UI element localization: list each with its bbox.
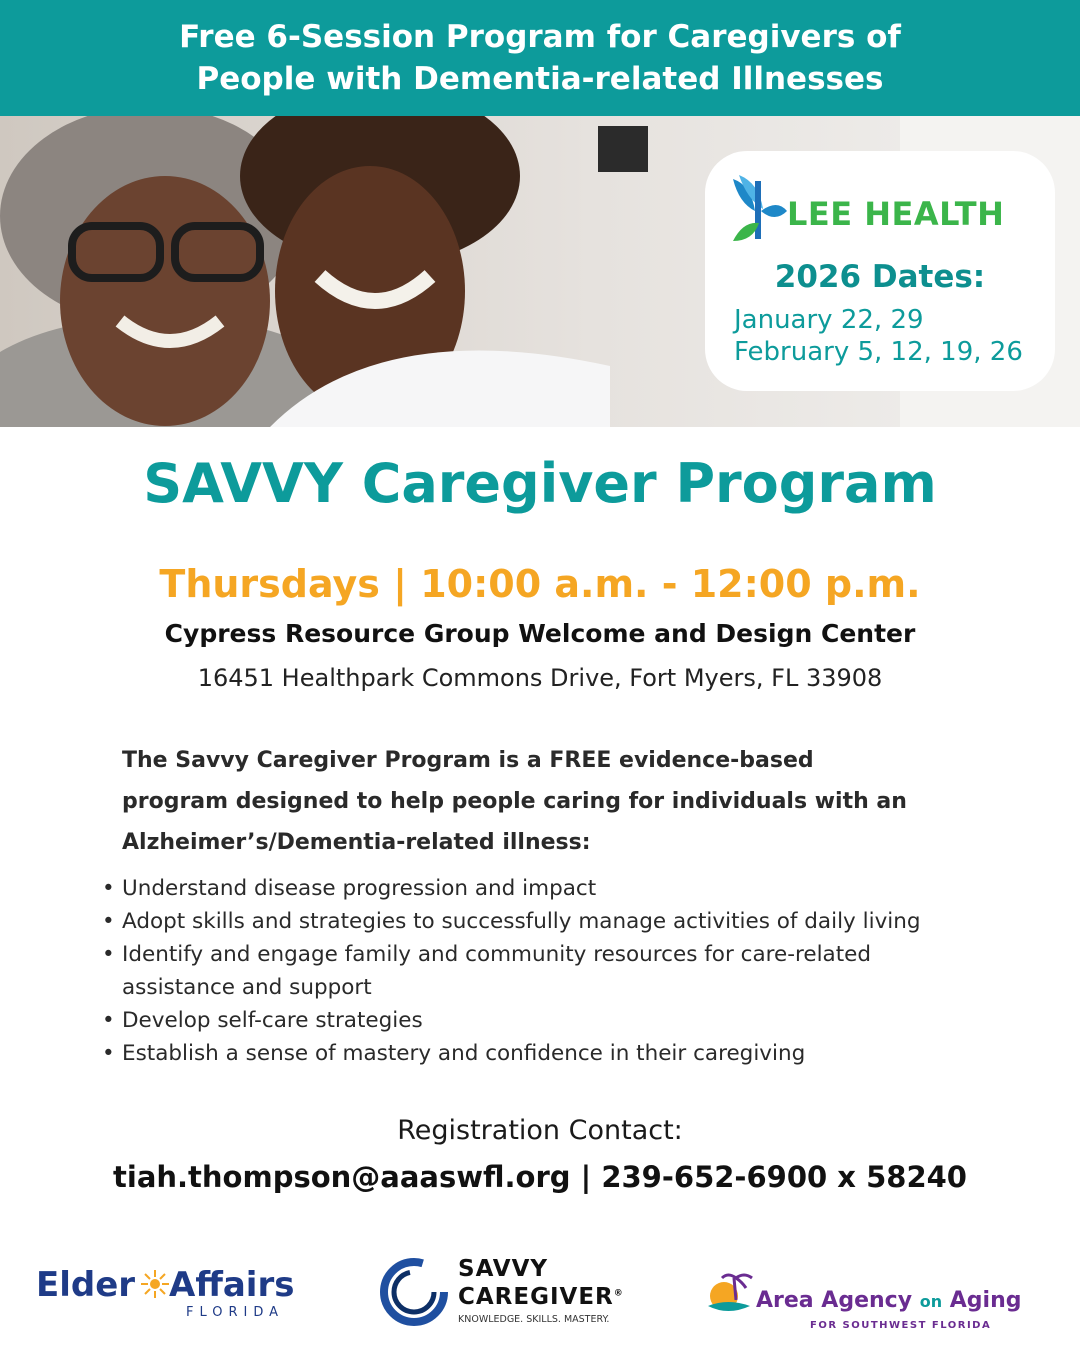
list-item-text: Establish a sense of mastery and confidence in their caregiving bbox=[122, 1041, 806, 1066]
elder-affairs-word-2: Affairs bbox=[169, 1265, 295, 1305]
elder-affairs-sub: FLORIDA bbox=[186, 1305, 285, 1320]
dates-title: 2026 Dates: bbox=[774, 259, 986, 295]
list-item bbox=[102, 938, 1032, 971]
list-item-text: assistance and support bbox=[122, 975, 372, 1000]
savvy-word-1: SAVVY bbox=[458, 1256, 549, 1282]
elder-affairs-word-1: Elder bbox=[36, 1265, 136, 1305]
benefits-list bbox=[102, 872, 1032, 1070]
area-agency-logo bbox=[700, 1270, 1060, 1336]
area-agency-part-1: Area Agency bbox=[756, 1288, 913, 1313]
banner-line-2: People with Dementia-related Illnesses bbox=[196, 61, 884, 97]
program-venue: Cypress Resource Group Welcome and Design Center bbox=[164, 619, 916, 648]
bullet-icon: • bbox=[102, 1008, 115, 1033]
bullet-icon: • bbox=[102, 942, 115, 967]
list-item-text: Adopt skills and strategies to successfully manage activities of daily living bbox=[122, 909, 921, 934]
savvy-word-2 bbox=[458, 1284, 624, 1310]
program-schedule: Thursdays | 10:00 a.m. - 12:00 p.m. bbox=[159, 562, 921, 606]
list-item bbox=[102, 1004, 1032, 1037]
sun-icon bbox=[140, 1269, 170, 1299]
savvy-word-2-text: CAREGIVER bbox=[458, 1284, 614, 1310]
bullet-icon: • bbox=[102, 1041, 115, 1066]
top-banner bbox=[0, 0, 1080, 116]
registration-contact[interactable]: tiah.thompson@aaaswfl.org | 239-652-6900 x 58240 bbox=[113, 1160, 967, 1194]
lee-health-logo-text: LEE HEALTH bbox=[787, 195, 1005, 233]
list-item bbox=[102, 905, 1032, 938]
program-description bbox=[122, 740, 962, 863]
registered-mark: ® bbox=[613, 1288, 624, 1299]
savvy-ring-icon bbox=[376, 1252, 456, 1332]
list-item-text: Understand disease progression and impact bbox=[122, 876, 597, 901]
palm-sunset-icon bbox=[700, 1270, 756, 1320]
savvy-tagline: KNOWLEDGE. SKILLS. MASTERY. bbox=[458, 1314, 610, 1325]
elder-affairs-logo bbox=[36, 1265, 306, 1325]
description-line: Alzheimer’s/Dementia-related illness: bbox=[122, 830, 591, 855]
area-agency-part-3: Aging bbox=[949, 1288, 1022, 1313]
list-item bbox=[102, 1037, 1032, 1070]
banner-line-1: Free 6-Session Program for Caregivers of bbox=[179, 19, 901, 55]
bullet-icon: • bbox=[102, 909, 115, 934]
area-agency-part-2: on bbox=[919, 1292, 943, 1311]
description-line: program designed to help people caring for individuals with an bbox=[122, 789, 907, 814]
list-item bbox=[102, 872, 1032, 905]
registration-label: Registration Contact: bbox=[397, 1115, 683, 1146]
list-item-text: Develop self-care strategies bbox=[122, 1008, 423, 1033]
program-address: 16451 Healthpark Commons Drive, Fort Myers, FL 33908 bbox=[197, 664, 883, 692]
list-item-continuation bbox=[102, 971, 1032, 1004]
area-agency-name bbox=[756, 1288, 1022, 1313]
area-agency-sub: FOR SOUTHWEST FLORIDA bbox=[810, 1320, 992, 1331]
description-line: The Savvy Caregiver Program is a FREE evidence-based bbox=[122, 748, 814, 773]
savvy-caregiver-logo bbox=[376, 1252, 636, 1332]
bullet-icon: • bbox=[102, 876, 115, 901]
program-title: SAVVY Caregiver Program bbox=[143, 452, 937, 515]
dates-january: January 22, 29 bbox=[734, 305, 924, 335]
dates-card bbox=[705, 151, 1055, 391]
dates-february: February 5, 12, 19, 26 bbox=[734, 337, 1023, 367]
list-item-text: Identify and engage family and community resources for care-related bbox=[122, 942, 872, 967]
